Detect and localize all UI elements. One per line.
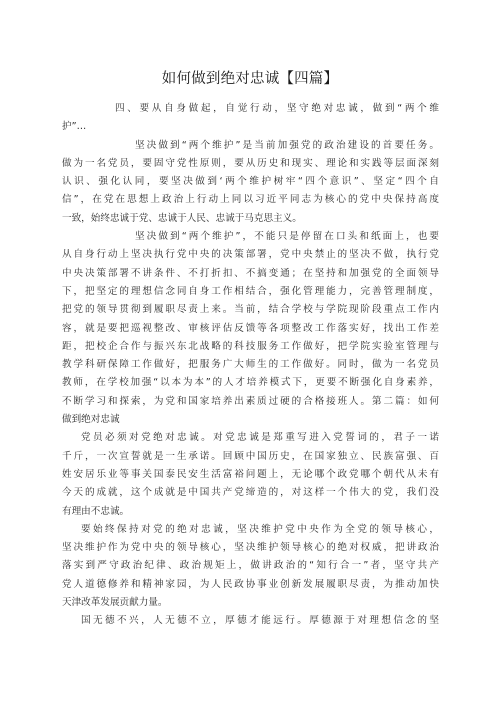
text-line: 坚决做到“两个维护”，不能只是停留在口头和纸面上，也要 [135, 231, 439, 243]
text-line: 从自身行动上坚决执行党中央的决策部署，党中央禁止的坚决不做，执行党 [62, 249, 439, 261]
text-line: 党员必须对党绝对忠诚。对党忠诚是郑重写进入党誓词的，君子一诺 [81, 432, 439, 444]
text-line: 中央决策部署不讲条件、不打折扣、不搞变通；在坚持和加强党的全面领导 [62, 267, 439, 279]
text-line: 护”… [62, 121, 87, 133]
text-line: 做到绝对忠诚 [62, 414, 120, 426]
text-line: 距，把校企合作与振兴东北战略的科技服务工作做好，把学院实验室管理与 [62, 340, 439, 352]
document-body [62, 100, 439, 631]
text-line: 落实到严守政治纪律、政治规矩上，做讲政治的“知行合一”者，坚守共产 [62, 560, 439, 572]
text-line: 做为一名党员，要固守党性原则，要从历史和现实、理论和实践等层面深刻 [62, 157, 439, 169]
text-line: 要始终保持对党的绝对忠诚，坚决维护党中央作为全党的领导核心， [81, 523, 439, 535]
text-line: 认识、强化认同，要坚决做到‘两个维护树牢“四个意识”、坚定“四个自 [62, 176, 439, 188]
document-title: 如何做到绝对忠诚【四篇】 [161, 71, 339, 87]
text-line: 国无德不兴，人无德不立，厚德才能远行。厚德源于对理想信念的坚 [81, 615, 439, 627]
text-line: 不断学习和探索，为党和国家培养出素质过硬的合格接班人。第二篇：如何 [62, 395, 439, 407]
text-line: 坚决维护作为党中央的领导核心，坚决维护领导核心的绝对权威，把讲政治 [62, 542, 439, 554]
text-line: 信”，在党在思想上政治上行动上同以习近平同志为核心的党中央保持高度 [62, 194, 439, 206]
text-line: 今天的成就，这个成就是中国共产党缔造的，对这样一个伟大的党，我们没 [62, 487, 439, 499]
text-line: 把党的领导贯彻到履职尽责上来。当前，结合学校与学院现阶段重点工作内 [62, 304, 439, 316]
text-line: 教学科研保障工作做好，把服务广大师生的工作做好。同时，做为一名党员 [62, 359, 439, 371]
text-line: 党人道德修养和精神家园，为人民政协事业创新发展履职尽责，为推动加快 [62, 578, 439, 590]
text-line: 容，就是要把巡视整改、审核评估反馈等各项整改工作落实好，找出工作差 [62, 322, 439, 334]
text-line: 四、要从自身做起，自觉行动，坚守绝对忠诚，做到“两个维 [115, 103, 439, 114]
text-line: 有理由不忠诚。 [62, 505, 130, 517]
text-line: 一致，始终忠诚于党、忠诚于人民、忠诚于马克思主义。 [62, 212, 302, 224]
text-line: 坚决做到“两个维护”是当前加强党的政治建设的首要任务。 [135, 139, 439, 151]
text-line: 下，把坚定的理想信念同自身工作相结合，强化管理能力，完善管理制度， [62, 285, 439, 297]
text-line: 教师，在学校加强“以本为本”的人才培养模式下，更要不断强化自身素养， [62, 377, 439, 389]
text-line: 千斤，一次宣誓就是一生承诺。回顾中国历史，在国家独立、民族富强、百 [62, 450, 439, 462]
text-line: 姓安居乐业等事关国泰民安生活富裕问题上，无论哪个政党哪个朝代从未有 [62, 468, 439, 480]
text-line: 天津改革发展贡献力量。 [62, 597, 168, 609]
